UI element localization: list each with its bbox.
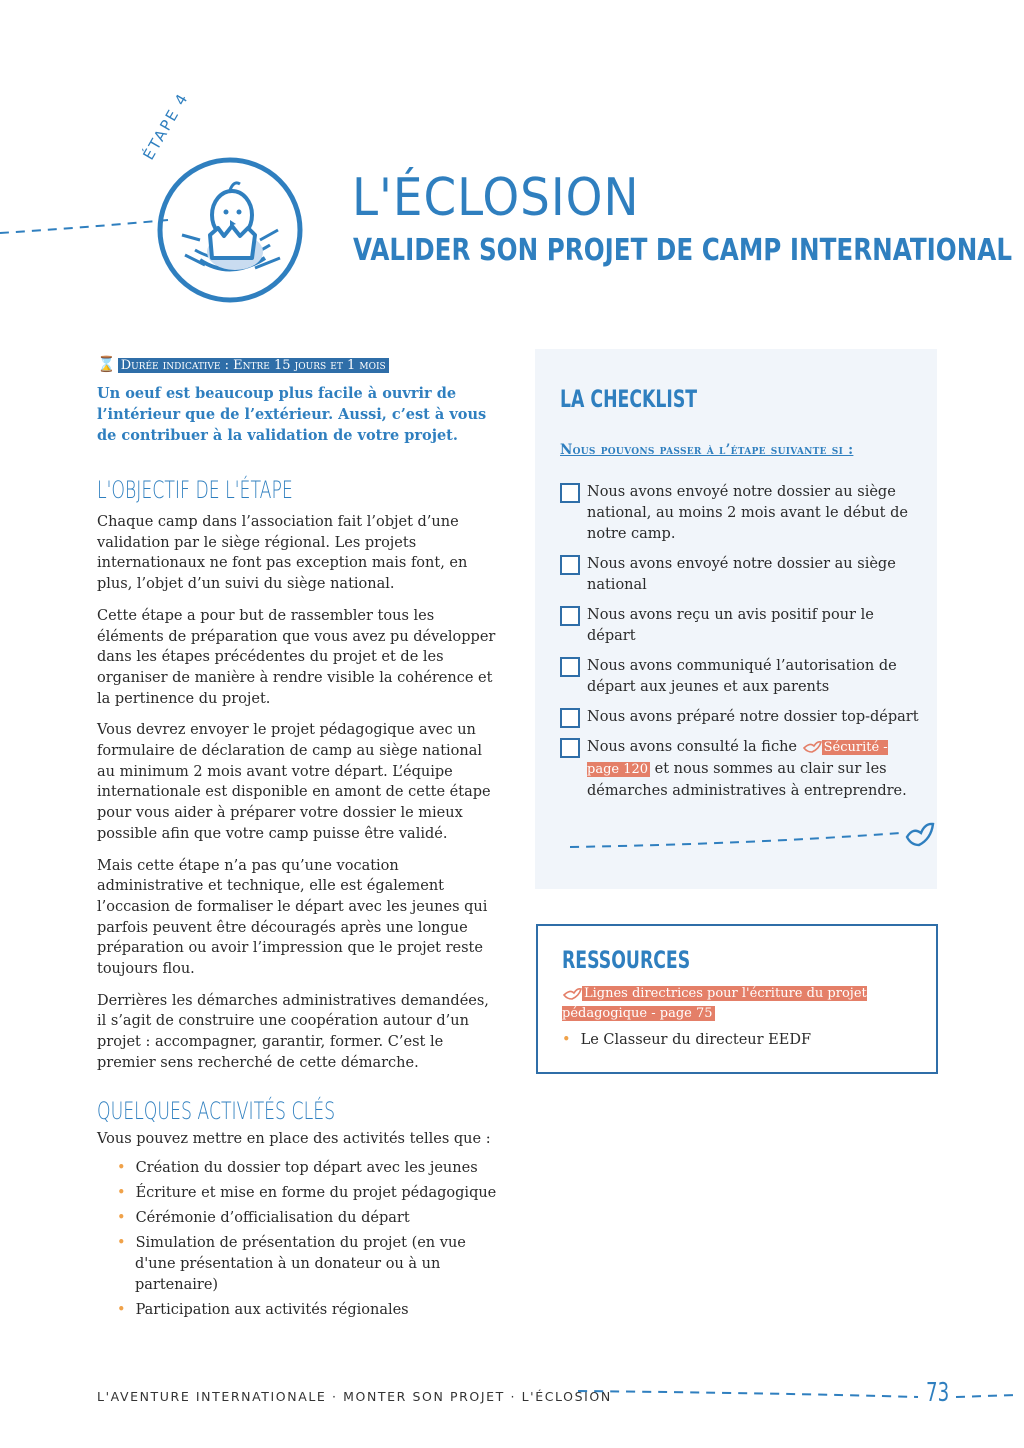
checkbox[interactable] (560, 708, 580, 728)
checklist-item: Nous avons communiqué l’autorisation de départ aux jeunes et aux parents (560, 656, 920, 698)
checklist-item: Nous avons envoyé notre dossier au siège national (560, 554, 920, 596)
bullet-icon: • (117, 1235, 126, 1252)
checklist-list (560, 482, 920, 811)
objective-paragraph: Vous devrez envoyer le projet pédagogique avec un formulaire de déclaration de camp au siège national au minimum 2 mois avant votre départ. L’équipe internationale est disponible en amont de cette étape pour vous aider à préparer votre dossier le mieux possible afin que votre camp puisse être validé. (97, 722, 491, 842)
checklist-condition: Nous pouvons passer à l’étape suivante si : (560, 442, 854, 458)
objective-title: L'OBJECTIF DE L'ÉTAPE (97, 476, 293, 504)
bird-icon (802, 740, 822, 754)
bullet-icon: • (117, 1210, 126, 1227)
activities-title: QUELQUES ACTIVITÉS CLÉS (97, 1097, 336, 1125)
list-item: • Participation aux activités régionales (117, 1301, 409, 1318)
list-item: • Création du dossier top départ avec les jeunes (117, 1159, 478, 1176)
list-item: • Simulation de présentation du projet (en vue d'une présentation à un donateur ou à un partenaire) (117, 1235, 466, 1293)
resources-box (536, 924, 938, 1074)
bird-icon (562, 987, 582, 1001)
checklist-item: Nous avons reçu un avis positif pour le départ (560, 605, 920, 647)
checkbox[interactable] (560, 657, 580, 677)
resource-link-row (562, 984, 922, 1024)
bullet-icon: • (562, 1032, 571, 1048)
page-subtitle: VALIDER SON PROJET DE CAMP INTERNATIONAL (353, 233, 1013, 268)
bullet-icon: • (117, 1159, 126, 1176)
project-guidelines-link[interactable]: Lignes directrices pour l'écriture du projet pédagogique - page 75 (562, 986, 867, 1021)
page-title: L'ÉCLOSION (352, 168, 640, 228)
footer-text: L'AVENTURE INTERNATIONALE · MONTER SON PROJET · L'ÉCLOSION (97, 1389, 612, 1404)
activities-list (97, 1158, 507, 1321)
checklist-item: Nous avons envoyé notre dossier au siège national, au moins 2 mois avant le début de notre camp. (560, 482, 920, 544)
objective-paragraph: Derrières les démarches administratives demandées, il s’agit de construire une coopération autour d’un projet : accompagner, garantir, former. C’est le premier sens recherché de cette démarche. (97, 992, 489, 1071)
duration-banner (97, 355, 502, 373)
dashed-line-decoration (578, 1385, 1018, 1405)
bird-icon (907, 824, 933, 845)
checkbox[interactable] (560, 738, 580, 758)
hourglass-icon: ⌛ (97, 355, 116, 373)
duration-label: Durée indicative : Entre 15 jours et 1 mois (118, 358, 389, 373)
bullet-icon: • (117, 1301, 126, 1318)
activities-intro: Vous pouvez mettre en place des activités telles que : (97, 1131, 491, 1147)
intro-text: Un oeuf est beaucoup plus facile à ouvrir de l’intérieur que de l’extérieur. Aussi, c’est à vous de contribuer à la validation de votre projet. (97, 385, 487, 444)
objective-paragraph: Cette étape a pour but de rassembler tous les éléments de préparation que vous avez pu développer dans les étapes précédentes du projet et de les organiser de manière à rendre visible la cohérence et la pertinence du projet. (97, 607, 496, 707)
step-label: ÉTAPE 4 (139, 89, 193, 163)
objective-paragraph: Mais cette étape n’a pas qu’une vocation administrative et technique, elle est également l’occasion de formaliser le départ avec les jeunes qui parfois peuvent être découragés après une longue préparation ou avoir l’impression que le projet reste toujours flou. (97, 857, 488, 978)
list-item: • Écriture et mise en forme du projet pédagogique (117, 1184, 497, 1201)
checkbox[interactable] (560, 606, 580, 626)
resources-title: RESSOURCES (562, 946, 691, 974)
page-number: 73 (926, 1378, 950, 1408)
checkbox[interactable] (560, 555, 580, 575)
left-column (97, 355, 502, 1074)
checkbox[interactable] (560, 483, 580, 503)
activities-section (97, 1097, 507, 1325)
checklist-box (535, 349, 937, 889)
objective-paragraph: Chaque camp dans l’association fait l’objet d’une validation par le siège régional. Les projets internationaux ne font pas exception mais font, en plus, l’objet d’un suivi du siège national. (97, 514, 468, 593)
checklist-title: LA CHECKLIST (560, 385, 698, 413)
list-item: • Cérémonie d’officialisation du départ (117, 1210, 410, 1227)
checklist-item: Nous avons consulté la fiche Sécurité - page 120 et nous sommes au clair sur les démarches administratives à entreprendre. (560, 737, 920, 801)
list-item: • Le Classeur du directeur EEDF (562, 1032, 812, 1048)
security-page-link[interactable]: Sécurité - page 120 (587, 740, 888, 778)
dashed-line-decoration (570, 819, 950, 859)
bullet-icon: • (117, 1184, 126, 1201)
hatching-chick-badge-icon (140, 140, 320, 320)
checklist-item: Nous avons préparé notre dossier top-départ (560, 707, 920, 728)
